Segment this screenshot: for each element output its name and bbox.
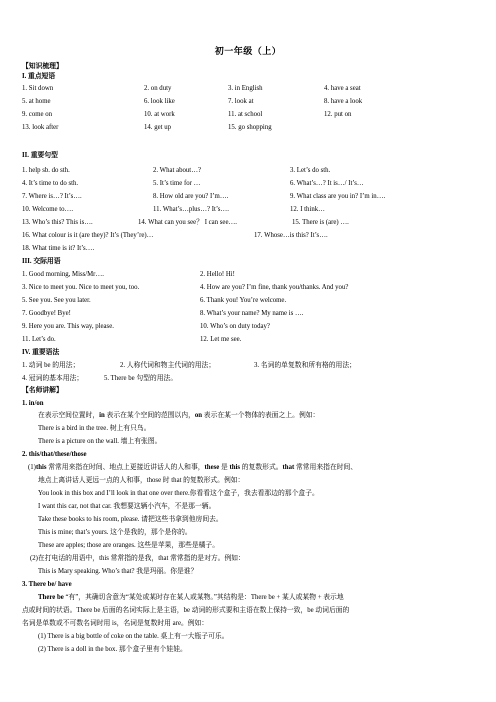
pattern-item: 9. What class are you in? I’m in…. bbox=[290, 193, 386, 200]
pattern-item: 6. What’s…? It is…/ It’s… bbox=[290, 180, 364, 187]
phrase-item: 7. look at bbox=[228, 98, 254, 105]
pattern-item: 17. Whose…is this? It’s…. bbox=[254, 232, 328, 239]
communication-item: 12. Let me see. bbox=[200, 336, 242, 343]
phrase-item: 4. have a seat bbox=[324, 85, 361, 92]
paragraph bbox=[28, 464, 357, 472]
example-sentence: This is mine; that’s yours. 这个是我的，那个是你的。 bbox=[38, 529, 192, 536]
pattern-item: 18. What time is it? It’s…. bbox=[22, 245, 95, 252]
section-teacher-heading: 【名师讲解】 bbox=[22, 387, 63, 394]
text: 表示在某一个物体的表面之上。例如： bbox=[202, 412, 320, 419]
keyword: There be bbox=[38, 594, 64, 601]
phrase-item: 9. come on bbox=[22, 111, 53, 118]
phrase-item: 5. at home bbox=[22, 98, 51, 105]
communication-item: 4. How are you? I’m fine, thank you/thanks. And you? bbox=[200, 284, 349, 291]
document-title: 初一年级（上） bbox=[214, 46, 282, 56]
phrase-item: 14. get up bbox=[144, 124, 171, 131]
paragraph: 名词是单数或不可数名词时用 is，名词是复数时用 are。例如： bbox=[22, 620, 209, 627]
text: 常常用来指在时间、 bbox=[294, 464, 358, 471]
section-knowledge-heading: 【知识梳理】 bbox=[22, 63, 63, 70]
grammar-item: 4. 冠词的基本用法； bbox=[22, 375, 84, 382]
grammar-item: 2. 人称代词和物主代词的用法； bbox=[120, 362, 216, 369]
topic-heading: 3. There be/ have bbox=[22, 581, 72, 588]
phrase-item: 8. have a look bbox=[324, 98, 363, 105]
text: 的复数形式。 bbox=[240, 464, 283, 471]
communication-item: 3. Nice to meet you. Nice to meet you, too. bbox=[22, 284, 140, 291]
pattern-item: 5. It’s time for … bbox=[153, 180, 201, 187]
text: 在表示空间位置时， bbox=[38, 412, 100, 419]
text: “有”，其确切含意为“某处或某时存在某人或某物。”其结构是：There be + 某人或某物 + 表示地 bbox=[63, 594, 344, 601]
keyword: these bbox=[204, 464, 220, 471]
example-sentence: These are apples; those are oranges. 这些是苹果，那些是橘子。 bbox=[38, 542, 220, 549]
section-grammar-heading: IV. 重要语法 bbox=[22, 349, 60, 356]
keyword: in bbox=[99, 412, 105, 419]
communication-item: 9. Here you are. This way, please. bbox=[22, 323, 114, 330]
example-sentence: This is Mary speaking. Who’s that? 我是玛丽。你是谁？ bbox=[38, 568, 198, 575]
example-sentence: (2) There is a doll in the box. 那个盒子里有个娃娃。 bbox=[38, 646, 187, 653]
paragraph: 点或时间的状语。There be 后面的名词实际上是主语，be 动词的形式要和主语在数上保持一致，be 动词后面的 bbox=[22, 607, 350, 614]
text: 常常用来指在时间、地点上更接近讲话人的人和事， bbox=[46, 464, 205, 471]
section-communication-heading: III. 交际用语 bbox=[22, 258, 61, 265]
phrase-item: 1. Sit down bbox=[22, 85, 54, 92]
pattern-item: 12. I think… bbox=[290, 206, 325, 213]
text: 是 bbox=[219, 464, 230, 471]
communication-item: 11. Let’s do. bbox=[22, 336, 56, 343]
text: 表示在某个空间的范围以内， bbox=[104, 412, 195, 419]
pattern-item: 14. What can you see？ I can see…. bbox=[138, 219, 237, 226]
section-phrases-heading: I. 重点短语 bbox=[22, 73, 56, 80]
example-sentence: You look in this box and I’ll look in that one over there.你看看这个盒子，我去看那边的那个盒子。 bbox=[38, 490, 319, 497]
pattern-item: 16. What colour is it (are they)? It’s (They’re)… bbox=[22, 232, 154, 239]
pattern-item: 1. help sb. do sth. bbox=[22, 167, 70, 174]
paragraph bbox=[38, 412, 319, 420]
pattern-item: 11. What’s…plus…? It’s…. bbox=[153, 206, 229, 213]
pattern-item: 13. Who’s this? This is…. bbox=[22, 219, 93, 226]
pattern-item: 3. Let’s do sth. bbox=[290, 167, 331, 174]
section-patterns-heading: II. 重要句型 bbox=[22, 152, 58, 159]
paragraph: 地点上离讲话人更远一点的人和事，those 时 that 的复数形式。例如： bbox=[38, 477, 245, 484]
text: (1) bbox=[28, 464, 36, 471]
topic-heading: 2. this/that/these/those bbox=[22, 451, 87, 458]
communication-item: 1. Good morning, Miss/Mr…. bbox=[22, 271, 104, 278]
phrase-item: 15. go shopping bbox=[228, 124, 272, 131]
communication-item: 2. Hello! Hi! bbox=[200, 271, 235, 278]
communication-item: 8. What’s your name? My name is …. bbox=[200, 310, 304, 317]
phrase-item: 3. in English bbox=[228, 85, 263, 92]
communication-item: 6. Thank you! You’re welcome. bbox=[200, 297, 287, 304]
example-sentence: I want this car, not that car. 我想要这辆小汽车，不是那一辆。 bbox=[38, 503, 216, 510]
paragraph: (2)在打电话的用语中，this 常常指的是我，that 常常指的是对方。例如： bbox=[30, 555, 245, 562]
keyword: this bbox=[35, 464, 47, 471]
example-sentence: (1) There is a big bottle of coke on the table. 桌上有一大瓶子可乐。 bbox=[38, 633, 229, 640]
phrase-item: 2. on duty bbox=[144, 85, 172, 92]
paragraph bbox=[38, 594, 344, 602]
example-sentence: There is a bird in the tree. 树上有只鸟。 bbox=[38, 425, 151, 432]
grammar-item: 5. There be 句型的用法。 bbox=[104, 375, 178, 382]
keyword: that bbox=[282, 464, 295, 471]
topic-heading: 1. in/on bbox=[22, 400, 44, 407]
pattern-item: 10. Welcome to…. bbox=[22, 206, 74, 213]
grammar-item: 1. 动词 be 的用法； bbox=[22, 362, 80, 369]
communication-item: 5. See you. See you later. bbox=[22, 297, 91, 304]
keyword: on bbox=[194, 412, 203, 419]
phrase-item: 12. put on bbox=[324, 111, 352, 118]
phrase-item: 13. look after bbox=[22, 124, 59, 131]
communication-item: 7. Goodbye! Bye! bbox=[22, 310, 71, 317]
phrase-item: 11. at school bbox=[228, 111, 263, 118]
phrase-item: 6. look like bbox=[144, 98, 175, 105]
communication-item: 10. Who’s on duty today? bbox=[200, 323, 270, 330]
pattern-item: 15. There is (are) …. bbox=[292, 219, 349, 226]
pattern-item: 2. What about…? bbox=[153, 167, 202, 174]
example-sentence: Take these books to his room, please. 请把这些书拿到他房间去。 bbox=[38, 516, 223, 523]
pattern-item: 8. How old are you? I’m…. bbox=[153, 193, 229, 200]
keyword: this bbox=[229, 464, 241, 471]
pattern-item: 4. It’s time to do sth. bbox=[22, 180, 79, 187]
example-sentence: There is a picture on the wall. 墙上有张图。 bbox=[38, 438, 162, 445]
pattern-item: 7. Where is…? It’s…. bbox=[22, 193, 82, 200]
phrase-item: 10. at work bbox=[144, 111, 175, 118]
grammar-item: 3. 名词的单复数和所有格的用法； bbox=[254, 362, 356, 369]
